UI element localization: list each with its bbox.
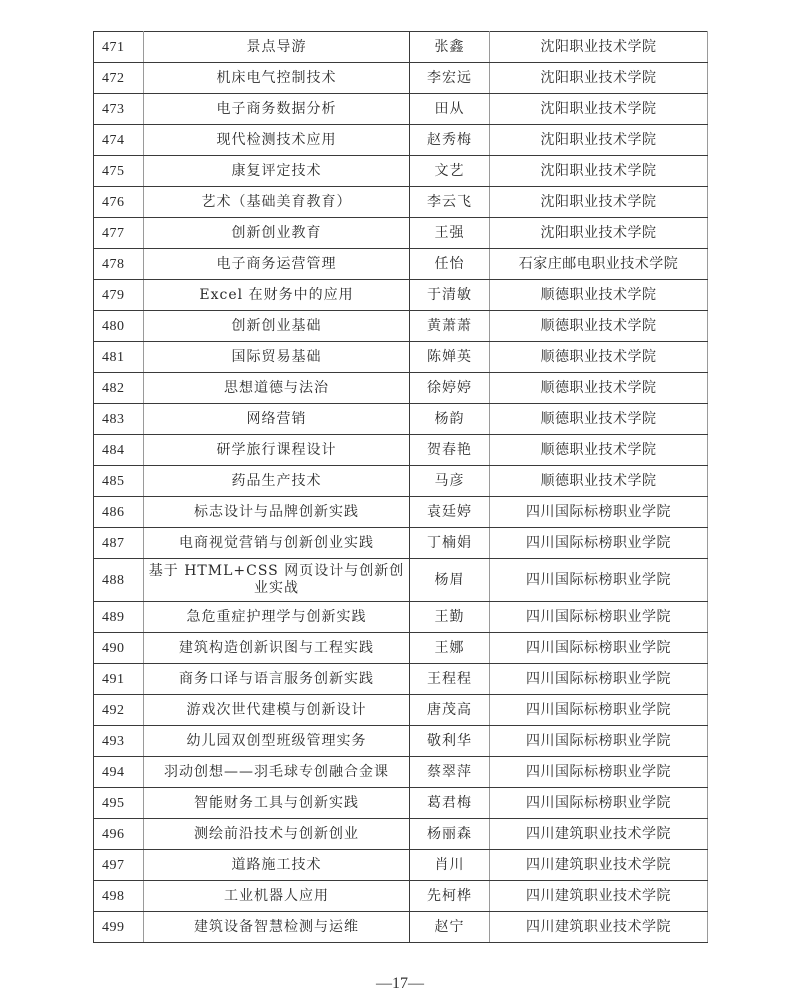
course-name-cell: 羽动创想——羽毛球专创融合金课 (144, 757, 410, 788)
row-number-cell: 499 (94, 912, 144, 943)
school-name-cell: 四川建筑职业技术学院 (490, 881, 708, 912)
school-name-cell: 四川建筑职业技术学院 (490, 819, 708, 850)
leader-name-cell: 杨眉 (410, 559, 490, 602)
school-name-cell: 四川国际标榜职业学院 (490, 528, 708, 559)
leader-name-cell: 任怡 (410, 249, 490, 280)
table-row (94, 249, 708, 280)
leader-name-cell: 张鑫 (410, 32, 490, 63)
leader-name-cell: 丁楠娟 (410, 528, 490, 559)
table-row (94, 559, 708, 602)
row-number-cell: 483 (94, 404, 144, 435)
leader-name-cell: 马彦 (410, 466, 490, 497)
row-number-cell: 489 (94, 602, 144, 633)
table-row (94, 850, 708, 881)
row-number-cell: 497 (94, 850, 144, 881)
school-name-cell: 四川国际标榜职业学院 (490, 633, 708, 664)
table-row (94, 819, 708, 850)
course-name-cell: 幼儿园双创型班级管理实务 (144, 726, 410, 757)
school-name-cell: 四川国际标榜职业学院 (490, 497, 708, 528)
course-name-cell: 研学旅行课程设计 (144, 435, 410, 466)
course-name-cell: 建筑构造创新识图与工程实践 (144, 633, 410, 664)
course-name-cell: 国际贸易基础 (144, 342, 410, 373)
leader-name-cell: 黄萧萧 (410, 311, 490, 342)
course-name-cell: 现代检测技术应用 (144, 125, 410, 156)
row-number-cell: 476 (94, 187, 144, 218)
course-name-cell: 基于 HTML+CSS 网页设计与创新创业实战 (144, 559, 410, 602)
school-name-cell: 沈阳职业技术学院 (490, 94, 708, 125)
row-number-cell: 494 (94, 757, 144, 788)
course-name-cell: 康复评定技术 (144, 156, 410, 187)
row-number-cell: 481 (94, 342, 144, 373)
school-name-cell: 沈阳职业技术学院 (490, 187, 708, 218)
course-name-cell: 景点导游 (144, 32, 410, 63)
row-number-cell: 485 (94, 466, 144, 497)
leader-name-cell: 田从 (410, 94, 490, 125)
leader-name-cell: 赵宁 (410, 912, 490, 943)
leader-name-cell: 赵秀梅 (410, 125, 490, 156)
course-name-cell: 道路施工技术 (144, 850, 410, 881)
leader-name-cell: 肖川 (410, 850, 490, 881)
leader-name-cell: 贺春艳 (410, 435, 490, 466)
row-number-cell: 484 (94, 435, 144, 466)
school-name-cell: 顺德职业技术学院 (490, 404, 708, 435)
school-name-cell: 顺德职业技术学院 (490, 435, 708, 466)
course-list-body (94, 32, 708, 943)
leader-name-cell: 唐茂高 (410, 695, 490, 726)
row-number-cell: 491 (94, 664, 144, 695)
table-row (94, 187, 708, 218)
course-name-cell: 思想道德与法治 (144, 373, 410, 404)
table-row (94, 156, 708, 187)
course-name-cell: 商务口译与语言服务创新实践 (144, 664, 410, 695)
table-row (94, 342, 708, 373)
table-row (94, 373, 708, 404)
leader-name-cell: 先柯桦 (410, 881, 490, 912)
table-row (94, 633, 708, 664)
leader-name-cell: 徐婷婷 (410, 373, 490, 404)
table-row (94, 726, 708, 757)
leader-name-cell: 王勤 (410, 602, 490, 633)
leader-name-cell: 于清敏 (410, 280, 490, 311)
school-name-cell: 顺德职业技术学院 (490, 466, 708, 497)
row-number-cell: 492 (94, 695, 144, 726)
school-name-cell: 沈阳职业技术学院 (490, 218, 708, 249)
table-row (94, 404, 708, 435)
row-number-cell: 498 (94, 881, 144, 912)
leader-name-cell: 王程程 (410, 664, 490, 695)
school-name-cell: 四川国际标榜职业学院 (490, 726, 708, 757)
row-number-cell: 480 (94, 311, 144, 342)
school-name-cell: 沈阳职业技术学院 (490, 156, 708, 187)
table-row (94, 94, 708, 125)
course-list-table (93, 31, 708, 943)
course-name-cell: 建筑设备智慧检测与运维 (144, 912, 410, 943)
school-name-cell: 四川国际标榜职业学院 (490, 559, 708, 602)
page-number: —17— (376, 975, 424, 992)
row-number-cell: 490 (94, 633, 144, 664)
table-row (94, 881, 708, 912)
school-name-cell: 沈阳职业技术学院 (490, 63, 708, 94)
school-name-cell: 四川国际标榜职业学院 (490, 602, 708, 633)
course-name-cell: 标志设计与品牌创新实践 (144, 497, 410, 528)
school-name-cell: 顺德职业技术学院 (490, 311, 708, 342)
leader-name-cell: 陈婵英 (410, 342, 490, 373)
row-number-cell: 495 (94, 788, 144, 819)
table-row (94, 466, 708, 497)
row-number-cell: 493 (94, 726, 144, 757)
course-name-cell: 创新创业教育 (144, 218, 410, 249)
leader-name-cell: 葛君梅 (410, 788, 490, 819)
table-row (94, 757, 708, 788)
course-name-cell: 机床电气控制技术 (144, 63, 410, 94)
table-row (94, 664, 708, 695)
course-name-cell: 创新创业基础 (144, 311, 410, 342)
course-name-cell: 工业机器人应用 (144, 881, 410, 912)
table-row (94, 125, 708, 156)
course-name-cell: 智能财务工具与创新实践 (144, 788, 410, 819)
course-name-cell: 电商视觉营销与创新创业实践 (144, 528, 410, 559)
course-name-cell: 电子商务数据分析 (144, 94, 410, 125)
leader-name-cell: 王娜 (410, 633, 490, 664)
table-row (94, 32, 708, 63)
table-row (94, 63, 708, 94)
course-name-cell: Excel 在财务中的应用 (144, 280, 410, 311)
table-row (94, 788, 708, 819)
table-row (94, 435, 708, 466)
table-row (94, 528, 708, 559)
leader-name-cell: 文艺 (410, 156, 490, 187)
row-number-cell: 486 (94, 497, 144, 528)
leader-name-cell: 李云飞 (410, 187, 490, 218)
leader-name-cell: 杨丽森 (410, 819, 490, 850)
row-number-cell: 471 (94, 32, 144, 63)
course-name-cell: 急危重症护理学与创新实践 (144, 602, 410, 633)
school-name-cell: 四川国际标榜职业学院 (490, 664, 708, 695)
school-name-cell: 沈阳职业技术学院 (490, 125, 708, 156)
leader-name-cell: 袁廷婷 (410, 497, 490, 528)
row-number-cell: 478 (94, 249, 144, 280)
course-name-cell: 游戏次世代建模与创新设计 (144, 695, 410, 726)
school-name-cell: 石家庄邮电职业技术学院 (490, 249, 708, 280)
school-name-cell: 顺德职业技术学院 (490, 280, 708, 311)
table-row (94, 912, 708, 943)
table-row (94, 602, 708, 633)
school-name-cell: 顺德职业技术学院 (490, 342, 708, 373)
table-row (94, 218, 708, 249)
leader-name-cell: 杨韵 (410, 404, 490, 435)
course-name-cell: 网络营销 (144, 404, 410, 435)
leader-name-cell: 王强 (410, 218, 490, 249)
school-name-cell: 沈阳职业技术学院 (490, 32, 708, 63)
table-row (94, 311, 708, 342)
row-number-cell: 496 (94, 819, 144, 850)
row-number-cell: 472 (94, 63, 144, 94)
table-row (94, 497, 708, 528)
course-name-cell: 电子商务运营管理 (144, 249, 410, 280)
row-number-cell: 479 (94, 280, 144, 311)
row-number-cell: 475 (94, 156, 144, 187)
leader-name-cell: 李宏远 (410, 63, 490, 94)
leader-name-cell: 敬利华 (410, 726, 490, 757)
school-name-cell: 四川建筑职业技术学院 (490, 850, 708, 881)
school-name-cell: 四川建筑职业技术学院 (490, 912, 708, 943)
school-name-cell: 四川国际标榜职业学院 (490, 695, 708, 726)
row-number-cell: 473 (94, 94, 144, 125)
row-number-cell: 482 (94, 373, 144, 404)
school-name-cell: 顺德职业技术学院 (490, 373, 708, 404)
row-number-cell: 474 (94, 125, 144, 156)
course-name-cell: 艺术（基础美育教育） (144, 187, 410, 218)
school-name-cell: 四川国际标榜职业学院 (490, 788, 708, 819)
row-number-cell: 477 (94, 218, 144, 249)
course-name-cell: 测绘前沿技术与创新创业 (144, 819, 410, 850)
course-name-cell: 药品生产技术 (144, 466, 410, 497)
leader-name-cell: 蔡翠萍 (410, 757, 490, 788)
school-name-cell: 四川国际标榜职业学院 (490, 757, 708, 788)
table-row (94, 695, 708, 726)
table-row (94, 280, 708, 311)
row-number-cell: 488 (94, 559, 144, 602)
row-number-cell: 487 (94, 528, 144, 559)
